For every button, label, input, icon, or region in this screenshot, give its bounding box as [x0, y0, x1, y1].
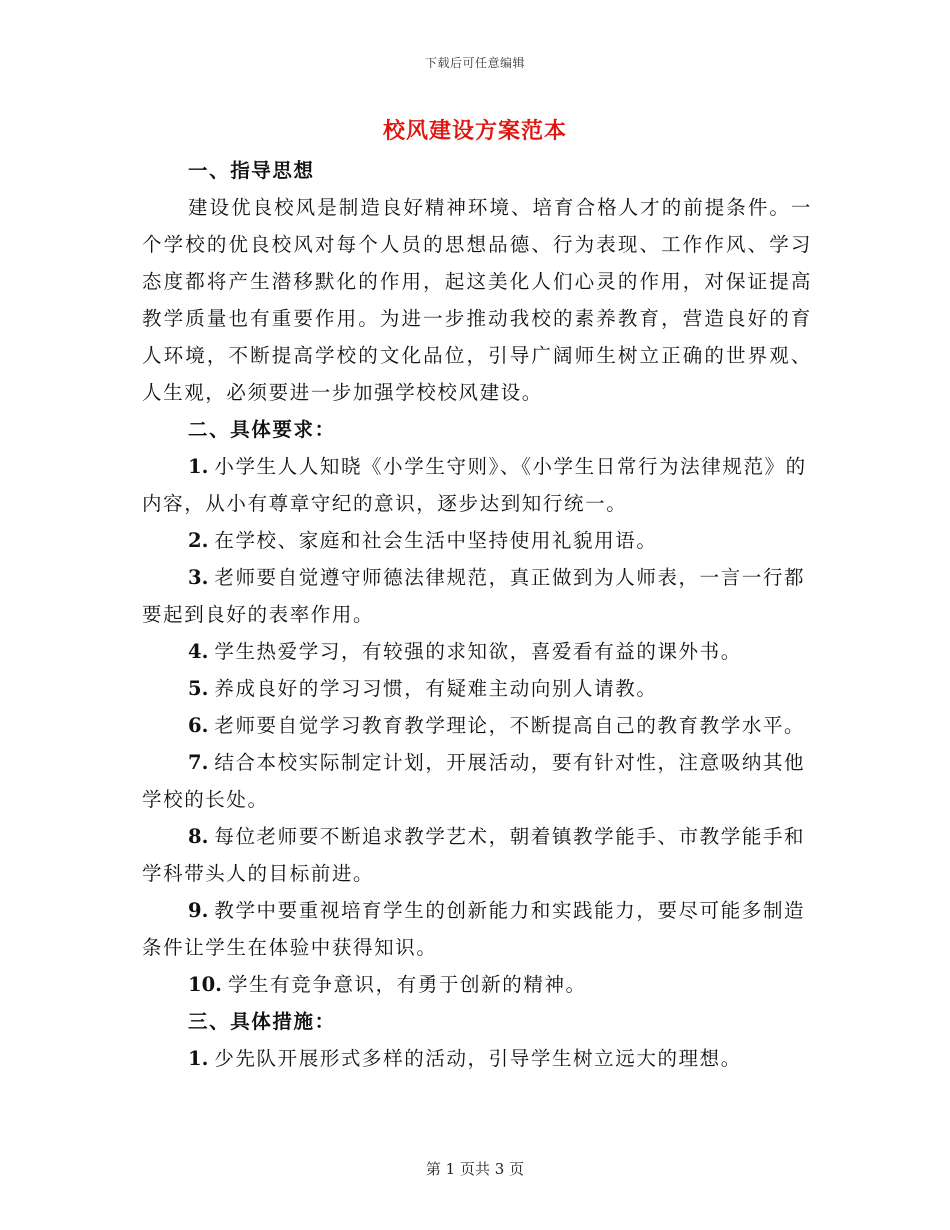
list-item [142, 744, 812, 818]
section-heading-requirements: 二、具体要求： [188, 418, 336, 441]
measures-list [142, 1040, 812, 1077]
item-number: 8. [188, 825, 209, 848]
list-item [142, 670, 812, 707]
section-heading-measures: 三、具体措施： [188, 1010, 336, 1033]
item-number: 10. [188, 973, 222, 996]
list-item [142, 559, 812, 633]
paragraph-guiding-ideology: 建设优良校风是制造良好精神环境、培育合格人才的前提条件。一个学校的优良校风对每个人员的思想品德、行为表现、工作作风、学习态度都将产生潜移默化的作用，起这美化人们心灵的作用，对保证提高教学质量也有重要作用。为进一步推动我校的素养教育，营造良好的育人环境，不断提高学校的文化品位，引导广阔师生树立正确的世界观、人生观，必须要进一步加强学校校风建设。 [142, 196, 812, 404]
header-note: 下载后可任意编辑 [424, 56, 525, 70]
item-number: 1. [188, 455, 209, 478]
list-item [142, 448, 812, 522]
list-item [142, 1040, 812, 1077]
item-text: 每位老师要不断追求教学艺术，朝着镇教学能手、市教学能手和学科带头人的目标前进。 [142, 825, 806, 885]
list-item [142, 707, 812, 744]
list-item [142, 892, 812, 966]
list-item [142, 633, 812, 670]
item-number: 7. [188, 751, 209, 774]
page-footer: 第 1 页共 3 页 [425, 1160, 525, 1178]
item-number: 6. [188, 714, 209, 737]
requirements-list [142, 448, 812, 1003]
item-number: 5. [188, 677, 209, 700]
item-text: 学生热爱学习，有较强的求知欲，喜爱看有益的课外书。 [214, 640, 742, 663]
list-item [142, 966, 812, 1003]
item-number: 9. [188, 899, 209, 922]
item-number: 1. [188, 1047, 209, 1070]
item-text: 养成良好的学习习惯，有疑难主动向别人请教。 [214, 677, 658, 700]
item-text: 教学中要重视培育学生的创新能力和实践能力，要尽可能多制造条件让学生在体验中获得知识。 [142, 899, 806, 959]
list-item [142, 522, 812, 559]
item-text: 结合本校实际制定计划，开展活动，要有针对性，注意吸纳其他学校的长处。 [142, 751, 806, 811]
item-text: 老师要自觉学习教育教学理论，不断提高自己的教育教学水平。 [214, 714, 806, 737]
item-text: 少先队开展形式多样的活动，引导学生树立远大的理想。 [214, 1047, 742, 1070]
document-title: 校风建设方案范本 [382, 118, 567, 144]
item-text: 学生有竞争意识，有勇于创新的精神。 [227, 973, 587, 996]
section-heading-guiding-ideology: 一、指导思想 [188, 159, 315, 182]
item-text: 老师要自觉遵守师德法律规范，真正做到为人师表，一言一行都要起到良好的表率作用。 [142, 566, 806, 626]
item-number: 4. [188, 640, 209, 663]
item-text: 小学生人人知晓《小学生守则》、《小学生日常行为法律规范》的内容，从小有尊章守纪的意识，逐步达到知行统一。 [142, 455, 807, 515]
item-number: 3. [188, 566, 209, 589]
list-item [142, 818, 812, 892]
document-body [142, 152, 812, 1077]
item-text: 在学校、家庭和社会生活中坚持使用礼貌用语。 [214, 529, 658, 552]
item-number: 2. [188, 529, 209, 552]
